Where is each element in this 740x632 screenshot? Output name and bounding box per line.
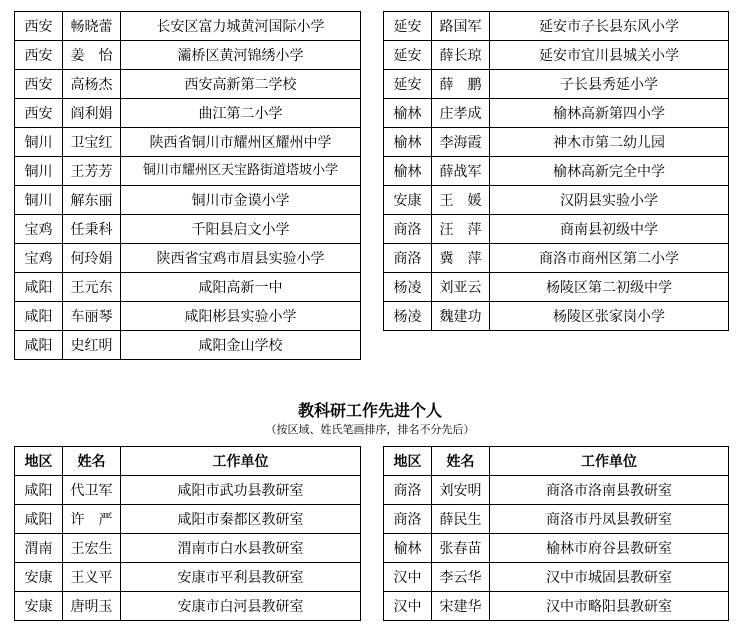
cell-region: 西安 xyxy=(15,41,63,70)
cell-region: 西安 xyxy=(15,99,63,128)
cell-unit: 汉阴县实验小学 xyxy=(490,186,729,215)
cell-name: 薛战军 xyxy=(432,157,490,186)
cell-region: 宝鸡 xyxy=(15,215,63,244)
cell-name: 许 严 xyxy=(63,505,121,534)
cell-name: 薛民生 xyxy=(432,505,490,534)
table-row xyxy=(384,186,729,215)
cell-region: 商洛 xyxy=(384,505,432,534)
section-subtitle: （按区域、姓氏笔画排序，排名不分先后） xyxy=(265,423,475,436)
cell-name: 解东丽 xyxy=(63,186,121,215)
cell-region: 西安 xyxy=(15,12,63,41)
cell-unit: 商南县初级中学 xyxy=(490,215,729,244)
cell-name: 王元东 xyxy=(63,273,121,302)
bottom-left-table xyxy=(14,446,361,621)
header-region: 地区 xyxy=(15,447,63,476)
cell-name: 唐明玉 xyxy=(63,592,121,621)
table-row xyxy=(15,505,361,534)
cell-name: 张春苗 xyxy=(432,534,490,563)
cell-name: 王宏生 xyxy=(63,534,121,563)
cell-unit: 曲江第二小学 xyxy=(121,99,361,128)
table-row xyxy=(384,99,729,128)
cell-unit: 杨陵区张家岗小学 xyxy=(490,302,729,331)
cell-region: 铜川 xyxy=(15,186,63,215)
table-row xyxy=(15,215,361,244)
table-row xyxy=(384,244,729,273)
cell-region: 咸阳 xyxy=(15,476,63,505)
cell-name: 宋建华 xyxy=(432,592,490,621)
table-row xyxy=(384,476,729,505)
table-row xyxy=(15,186,361,215)
cell-region: 安康 xyxy=(15,592,63,621)
cell-region: 铜川 xyxy=(15,157,63,186)
top-left-table xyxy=(14,11,361,360)
cell-name: 高杨杰 xyxy=(63,70,121,99)
cell-region: 榆林 xyxy=(384,157,432,186)
cell-region: 商洛 xyxy=(384,244,432,273)
table-row xyxy=(384,563,729,592)
table-row xyxy=(15,12,361,41)
cell-unit: 商洛市洛南县教研室 xyxy=(490,476,729,505)
cell-name: 冀 萍 xyxy=(432,244,490,273)
cell-region: 榆林 xyxy=(384,534,432,563)
cell-unit: 延安市宜川县城关小学 xyxy=(490,41,729,70)
cell-unit: 安康市平利县教研室 xyxy=(121,563,361,592)
cell-region: 咸阳 xyxy=(15,331,63,360)
cell-name: 王芳芳 xyxy=(63,157,121,186)
table-row xyxy=(384,70,729,99)
table-row xyxy=(15,563,361,592)
table-row xyxy=(15,592,361,621)
cell-unit: 灞桥区黄河锦绣小学 xyxy=(121,41,361,70)
cell-name: 魏建功 xyxy=(432,302,490,331)
section-title: 教科研工作先进个人 xyxy=(297,401,442,420)
cell-unit: 商洛市丹凤县教研室 xyxy=(490,505,729,534)
cell-unit: 商洛市商州区第二小学 xyxy=(490,244,729,273)
cell-name: 刘安明 xyxy=(432,476,490,505)
cell-region: 铜川 xyxy=(15,128,63,157)
cell-unit: 子长县秀延小学 xyxy=(490,70,729,99)
header-name: 姓名 xyxy=(432,447,490,476)
header-unit: 工作单位 xyxy=(490,447,729,476)
cell-name: 刘亚云 xyxy=(432,273,490,302)
cell-region: 延安 xyxy=(384,12,432,41)
table-row xyxy=(15,70,361,99)
cell-name: 薛长琼 xyxy=(432,41,490,70)
header-unit: 工作单位 xyxy=(121,447,361,476)
cell-region: 汉中 xyxy=(384,563,432,592)
cell-unit: 铜川市耀州区天宝路街道塔坡小学 xyxy=(121,157,361,186)
cell-region: 杨凌 xyxy=(384,302,432,331)
bottom-right-table xyxy=(383,446,729,621)
cell-region: 汉中 xyxy=(384,592,432,621)
cell-name: 李云华 xyxy=(432,563,490,592)
cell-name: 车丽琴 xyxy=(63,302,121,331)
cell-region: 西安 xyxy=(15,70,63,99)
cell-name: 庄孝成 xyxy=(432,99,490,128)
table-row xyxy=(15,534,361,563)
cell-unit: 西安高新第二学校 xyxy=(121,70,361,99)
cell-name: 王义平 xyxy=(63,563,121,592)
cell-region: 咸阳 xyxy=(15,505,63,534)
table-row xyxy=(384,273,729,302)
cell-unit: 千阳县启文小学 xyxy=(121,215,361,244)
table-row xyxy=(15,41,361,70)
cell-name: 史红明 xyxy=(63,331,121,360)
table-row xyxy=(384,592,729,621)
cell-unit: 咸阳彬县实验小学 xyxy=(121,302,361,331)
table-row xyxy=(384,157,729,186)
header-region: 地区 xyxy=(384,447,432,476)
header-row xyxy=(15,447,361,476)
cell-region: 榆林 xyxy=(384,99,432,128)
cell-name: 姜 怡 xyxy=(63,41,121,70)
cell-unit: 神木市第二幼儿园 xyxy=(490,128,729,157)
cell-unit: 汉中市城固县教研室 xyxy=(490,563,729,592)
cell-name: 任秉科 xyxy=(63,215,121,244)
table-row xyxy=(15,476,361,505)
cell-region: 杨凌 xyxy=(384,273,432,302)
table-row xyxy=(384,41,729,70)
cell-unit: 延安市子长县东风小学 xyxy=(490,12,729,41)
cell-region: 商洛 xyxy=(384,476,432,505)
cell-region: 咸阳 xyxy=(15,302,63,331)
table-row xyxy=(15,128,361,157)
cell-name: 李海霞 xyxy=(432,128,490,157)
table-row xyxy=(15,331,361,360)
table-row xyxy=(384,12,729,41)
cell-region: 延安 xyxy=(384,70,432,99)
cell-region: 宝鸡 xyxy=(15,244,63,273)
cell-unit: 长安区富力城黄河国际小学 xyxy=(121,12,361,41)
table-row xyxy=(15,244,361,273)
table-row xyxy=(15,157,361,186)
table-row xyxy=(15,302,361,331)
cell-unit: 榆林高新第四小学 xyxy=(490,99,729,128)
table-row xyxy=(384,302,729,331)
cell-unit: 榆林高新完全中学 xyxy=(490,157,729,186)
cell-name: 王 媛 xyxy=(432,186,490,215)
cell-region: 渭南 xyxy=(15,534,63,563)
cell-unit: 咸阳市武功县教研室 xyxy=(121,476,361,505)
cell-name: 畅晓蕾 xyxy=(63,12,121,41)
cell-name: 何玲娟 xyxy=(63,244,121,273)
cell-name: 汪 萍 xyxy=(432,215,490,244)
cell-region: 安康 xyxy=(384,186,432,215)
cell-region: 延安 xyxy=(384,41,432,70)
header-name: 姓名 xyxy=(63,447,121,476)
header-row xyxy=(384,447,729,476)
cell-unit: 安康市白河县教研室 xyxy=(121,592,361,621)
table-row xyxy=(384,534,729,563)
cell-name: 代卫军 xyxy=(63,476,121,505)
cell-name: 路国军 xyxy=(432,12,490,41)
table-row xyxy=(15,273,361,302)
cell-name: 薛 鹏 xyxy=(432,70,490,99)
cell-region: 安康 xyxy=(15,563,63,592)
cell-region: 商洛 xyxy=(384,215,432,244)
cell-unit: 铜川市金谟小学 xyxy=(121,186,361,215)
cell-unit: 咸阳高新一中 xyxy=(121,273,361,302)
cell-unit: 榆林市府谷县教研室 xyxy=(490,534,729,563)
table-row xyxy=(384,505,729,534)
cell-name: 卫宝红 xyxy=(63,128,121,157)
cell-name: 阎利娟 xyxy=(63,99,121,128)
table-row xyxy=(384,128,729,157)
cell-region: 咸阳 xyxy=(15,273,63,302)
cell-unit: 陕西省铜川市耀州区耀州中学 xyxy=(121,128,361,157)
cell-unit: 咸阳金山学校 xyxy=(121,331,361,360)
cell-unit: 汉中市略阳县教研室 xyxy=(490,592,729,621)
cell-unit: 杨陵区第二初级中学 xyxy=(490,273,729,302)
cell-unit: 咸阳市秦都区教研室 xyxy=(121,505,361,534)
cell-unit: 陕西省宝鸡市眉县实验小学 xyxy=(121,244,361,273)
cell-region: 榆林 xyxy=(384,128,432,157)
table-row xyxy=(15,99,361,128)
table-row xyxy=(384,215,729,244)
top-right-table xyxy=(383,11,729,331)
cell-unit: 渭南市白水县教研室 xyxy=(121,534,361,563)
